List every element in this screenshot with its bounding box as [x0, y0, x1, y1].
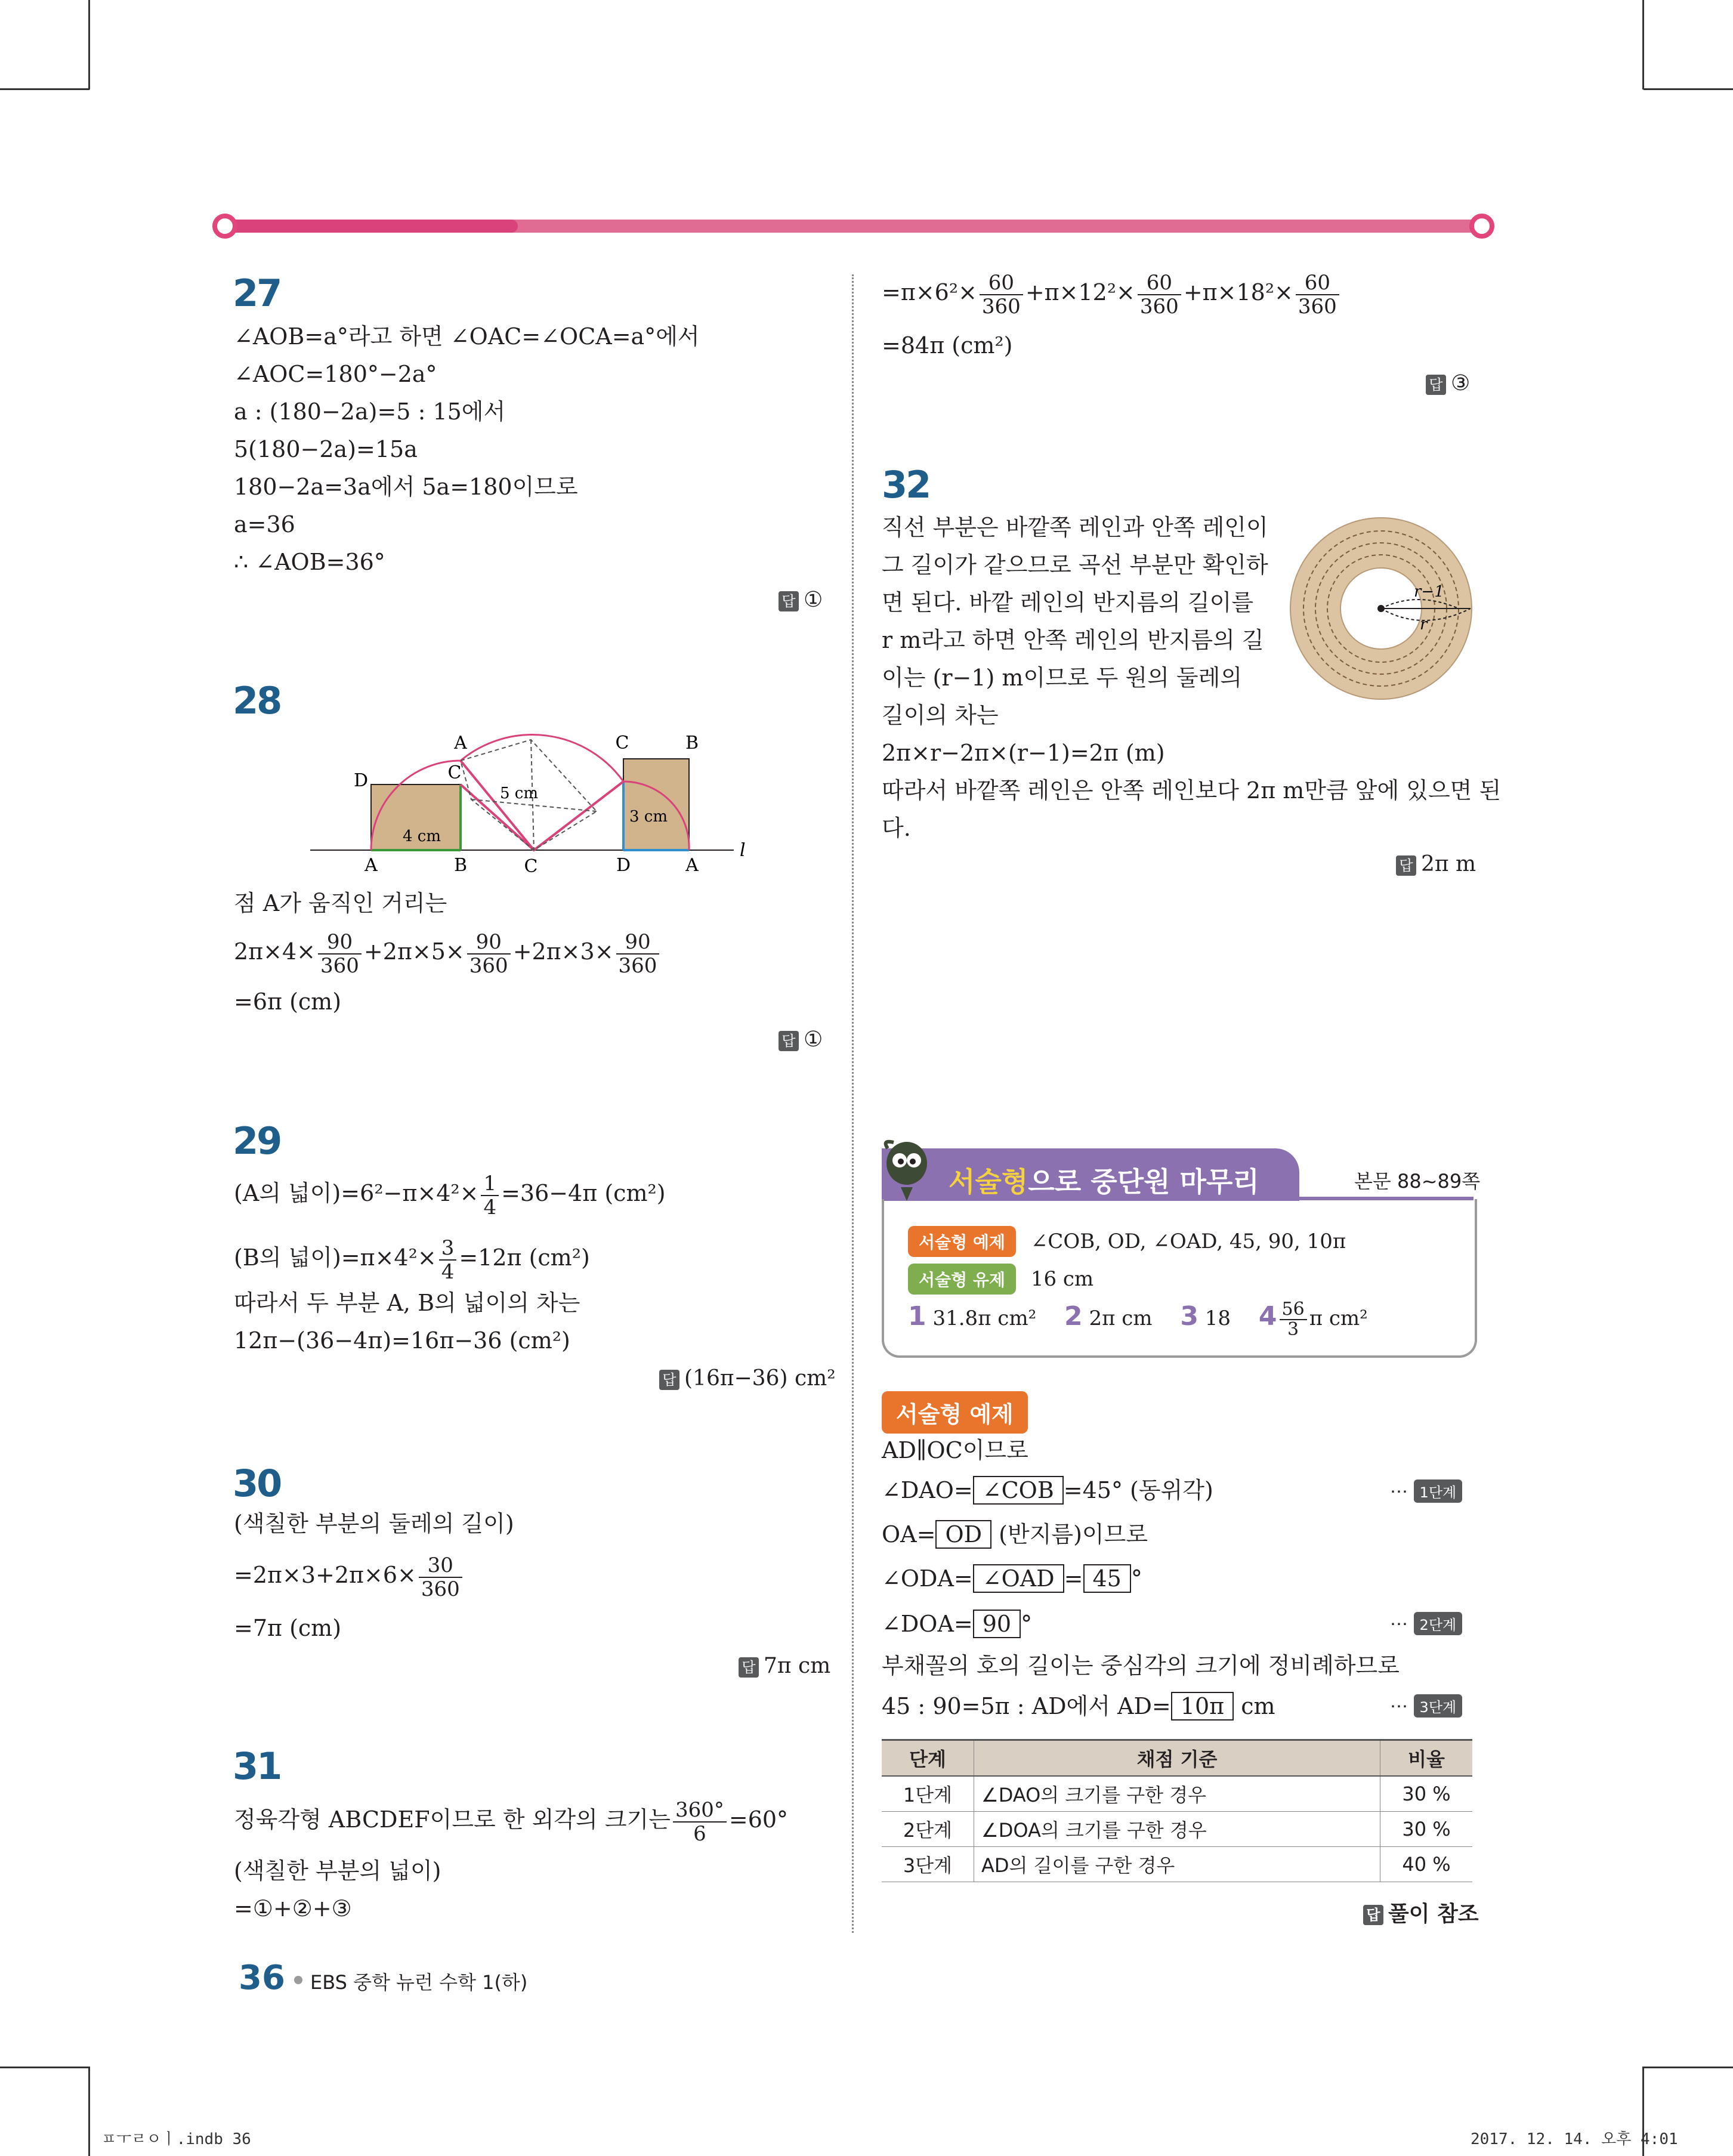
- crop-mark: [1642, 0, 1644, 89]
- answer-tag-icon: 답: [1426, 375, 1446, 395]
- question-number: 27: [233, 271, 281, 315]
- solution-line: ∠ODA= ∠OAD = 45 °: [882, 1565, 1142, 1592]
- mascot-icon: [877, 1136, 937, 1202]
- solution-line: 면 된다. 바깥 레인의 반지름의 길이를: [882, 589, 1254, 616]
- radius-label: r−1: [1414, 583, 1444, 601]
- solution-line: 다.: [882, 815, 911, 841]
- solution-expression: =2π×3+2π×6× $\frac{30}{360}$: [234, 1551, 465, 1601]
- column-header: 채점 기준: [974, 1740, 1380, 1777]
- solution-line: 12π−(36−4π)=16π−36 (cm²): [234, 1327, 570, 1354]
- figure-label: C: [447, 762, 462, 783]
- solution-line: a=36: [234, 511, 295, 538]
- solution-line: =6π (cm): [234, 989, 342, 1015]
- figure-label: A: [685, 855, 699, 876]
- track-circle-figure: [1286, 513, 1476, 704]
- answer-tag-icon: 답: [779, 1031, 799, 1051]
- example-answer-row: 서술형 예제 ∠COB, OD, ∠OAD, 45, 90, 10π: [908, 1226, 1346, 1257]
- step-marker: ⋯ 2단계: [1390, 1612, 1462, 1635]
- answer: 답 ①: [779, 1027, 823, 1052]
- crop-mark: [1644, 2067, 1733, 2068]
- blank-box: 45: [1083, 1564, 1131, 1593]
- header-bar: [220, 220, 1487, 233]
- solution-line: (색칠한 부분의 둘레의 길이): [234, 1511, 514, 1537]
- answer-tag-icon: 답: [1396, 855, 1416, 876]
- figure-label: C: [615, 733, 629, 753]
- solution-line: 따라서 두 부분 A, B의 넓이의 차는: [234, 1290, 580, 1316]
- column-divider: [852, 274, 854, 1933]
- answer: 답 (16π−36) cm²: [659, 1366, 836, 1391]
- table-cell: 1단계: [882, 1776, 974, 1812]
- solution-line: ∠AOB=a°라고 하면 ∠OAC=∠OCA=a°에서: [234, 323, 700, 350]
- column-header: 비율: [1380, 1740, 1473, 1777]
- variant-label: 서술형 유제: [908, 1264, 1016, 1295]
- radius-label: r: [1420, 616, 1428, 634]
- table-cell: 30 %: [1380, 1812, 1473, 1847]
- answer: 답 ①: [779, 588, 823, 612]
- question-number: 31: [233, 1744, 281, 1788]
- crop-mark: [88, 0, 90, 89]
- question-number: 30: [233, 1462, 281, 1505]
- solution-expression: (B의 넓이)=π×4²× $\frac{3}{4}$ =12π (cm²): [234, 1235, 590, 1284]
- solution-line: =①+②+③: [234, 1895, 352, 1922]
- page-number: 36: [239, 1959, 285, 1997]
- solution-line: =84π (cm²): [882, 332, 1013, 359]
- answer-tag-icon: 답: [1363, 1905, 1383, 1925]
- question-number: 29: [233, 1119, 281, 1163]
- column-header: 단계: [882, 1740, 974, 1777]
- solution-line: OA= OD (반지름)이므로: [882, 1521, 1148, 1547]
- step-marker: ⋯ 3단계: [1390, 1694, 1462, 1718]
- question-number: 32: [882, 463, 930, 506]
- figure-label: D: [616, 855, 631, 876]
- table-cell: 3단계: [882, 1847, 974, 1882]
- solution-line: 180−2a=3a에서 5a=180이므로: [234, 474, 578, 500]
- solution-line: ∠DOA= 90 °: [882, 1611, 1033, 1637]
- table-row: [882, 1776, 1472, 1812]
- solution-expression: =π×6²× $\frac{60}{360}$ +π×12²× $\frac{60}{360}$ +π×18²× $\frac{60}{360}$: [882, 268, 1342, 318]
- crop-mark: [88, 2067, 90, 2156]
- solution-line: 45 : 90=5π : AD에서 AD= 10π cm: [882, 1693, 1275, 1719]
- table-cell: AD의 길이를 구한 경우: [974, 1847, 1380, 1882]
- figure-label: B: [453, 855, 468, 876]
- table-cell: 2단계: [882, 1812, 974, 1847]
- scoring-table: [882, 1739, 1472, 1882]
- step-marker: ⋯ 1단계: [1390, 1479, 1462, 1503]
- answer: 답 ③: [1426, 371, 1470, 396]
- solution-line: 직선 부분은 바깥쪽 레인과 안쪽 레인이: [882, 514, 1268, 540]
- answer: 답 7π cm: [739, 1654, 830, 1678]
- table-row: [882, 1847, 1472, 1882]
- example-label: 서술형 예제: [908, 1226, 1016, 1257]
- solution-line: (색칠한 부분의 넓이): [234, 1858, 441, 1884]
- blank-box: ∠OAD: [973, 1564, 1064, 1593]
- solution-line: ∴ ∠AOB=36°: [234, 549, 385, 575]
- blank-box: OD: [935, 1520, 991, 1549]
- solution-line: 부채꼴의 호의 길이는 중심각의 크기에 정비례하므로: [882, 1652, 1400, 1679]
- figure-label: A: [364, 855, 378, 876]
- print-date: 2017. 12. 14. 오후 4:01: [1471, 2130, 1678, 2148]
- solution-line: 점 A가 움직인 거리는: [234, 890, 447, 916]
- solution-expression: (A의 넓이)=6²−π×4²× $\frac{1}{4}$ =36−4π (cm²): [234, 1171, 666, 1219]
- answer-tag-icon: 답: [659, 1370, 679, 1390]
- book-title: EBS 중학 뉴런 수학 1(하): [310, 1971, 528, 1994]
- answer-tag-icon: 답: [739, 1657, 759, 1678]
- length-label: 3 cm: [629, 808, 668, 826]
- figure-label: C: [524, 856, 538, 877]
- table-cell: 40 %: [1380, 1847, 1473, 1882]
- solution-line: 이는 (r−1) m이므로 두 원의 둘레의: [882, 665, 1243, 691]
- table-cell: ∠DOA의 크기를 구한 경우: [974, 1812, 1380, 1847]
- section-title: 서술형으로 중단원 마무리: [949, 1166, 1259, 1198]
- question-number: 28: [233, 679, 281, 722]
- example-heading: 서술형 예제: [882, 1391, 1028, 1434]
- figure-label: B: [685, 733, 699, 753]
- solution-line: 2π×r−2π×(r−1)=2π (m): [882, 740, 1165, 766]
- solution-line: ∠AOC=180°−2a°: [234, 361, 437, 387]
- crop-mark: [1644, 88, 1733, 90]
- answer: 답 2π m: [1396, 852, 1476, 876]
- rolling-square-figure: [304, 728, 758, 877]
- crop-mark: [0, 88, 89, 90]
- table-header-row: [882, 1740, 1472, 1777]
- solution-line: 길이의 차는: [882, 702, 999, 728]
- solution-line: AD∥OC이므로: [882, 1437, 1028, 1463]
- figure-label: l: [740, 840, 746, 861]
- length-label: 4 cm: [403, 827, 441, 845]
- solution-line: 그 길이가 같으므로 곡선 부분만 확인하: [882, 552, 1268, 578]
- figure-label: D: [353, 770, 369, 791]
- answer-tag-icon: 답: [779, 591, 799, 611]
- blank-box: 90: [973, 1610, 1021, 1638]
- crop-mark: [0, 2067, 89, 2068]
- solution-line: r m라고 하면 안쪽 레인의 반지름의 길: [882, 627, 1264, 653]
- figure-label: A: [454, 733, 467, 753]
- solution-line: 따라서 바깥쪽 레인은 안쪽 레인보다 2π m만큼 앞에 있으면 된: [882, 777, 1502, 804]
- blank-box: ∠COB: [973, 1476, 1064, 1505]
- answer: 답 풀이 참조: [1363, 1897, 1479, 1928]
- blank-box: 10π: [1171, 1692, 1234, 1721]
- table-row: [882, 1812, 1472, 1847]
- solution-line: =7π (cm): [234, 1615, 342, 1641]
- solution-line: a : (180−2a)=5 : 15에서: [234, 399, 506, 425]
- table-cell: 30 %: [1380, 1776, 1473, 1812]
- table-cell: ∠DAO의 크기를 구한 경우: [974, 1776, 1380, 1812]
- solution-line: ∠DAO= ∠COB =45° (동위각): [882, 1477, 1213, 1503]
- bullet-dot: [294, 1976, 302, 1984]
- file-info: ㅍㅜㄹㅇㅣ.indb 36: [101, 2130, 251, 2148]
- length-label: 5 cm: [500, 784, 539, 802]
- answer-list: 1 31.8π cm² 2 2π cm 3 18 4 $\frac{56}{3}$ π cm²: [908, 1299, 1368, 1340]
- solution-expression: 정육각형 ABCDEF이므로 한 외각의 크기는 $\frac{360^\circ}{6}$ =60°: [234, 1797, 789, 1846]
- solution-line: 5(180−2a)=15a: [234, 436, 418, 462]
- solution-expression: 2π×4× $\frac{90}{360}$ +2π×5× $\frac{90}{360}$ +2π×3× $\frac{90}{360}$: [234, 928, 662, 977]
- page-reference: 본문 88~89쪽: [1354, 1170, 1481, 1193]
- variant-answer-row: 서술형 유제 16 cm: [908, 1264, 1093, 1295]
